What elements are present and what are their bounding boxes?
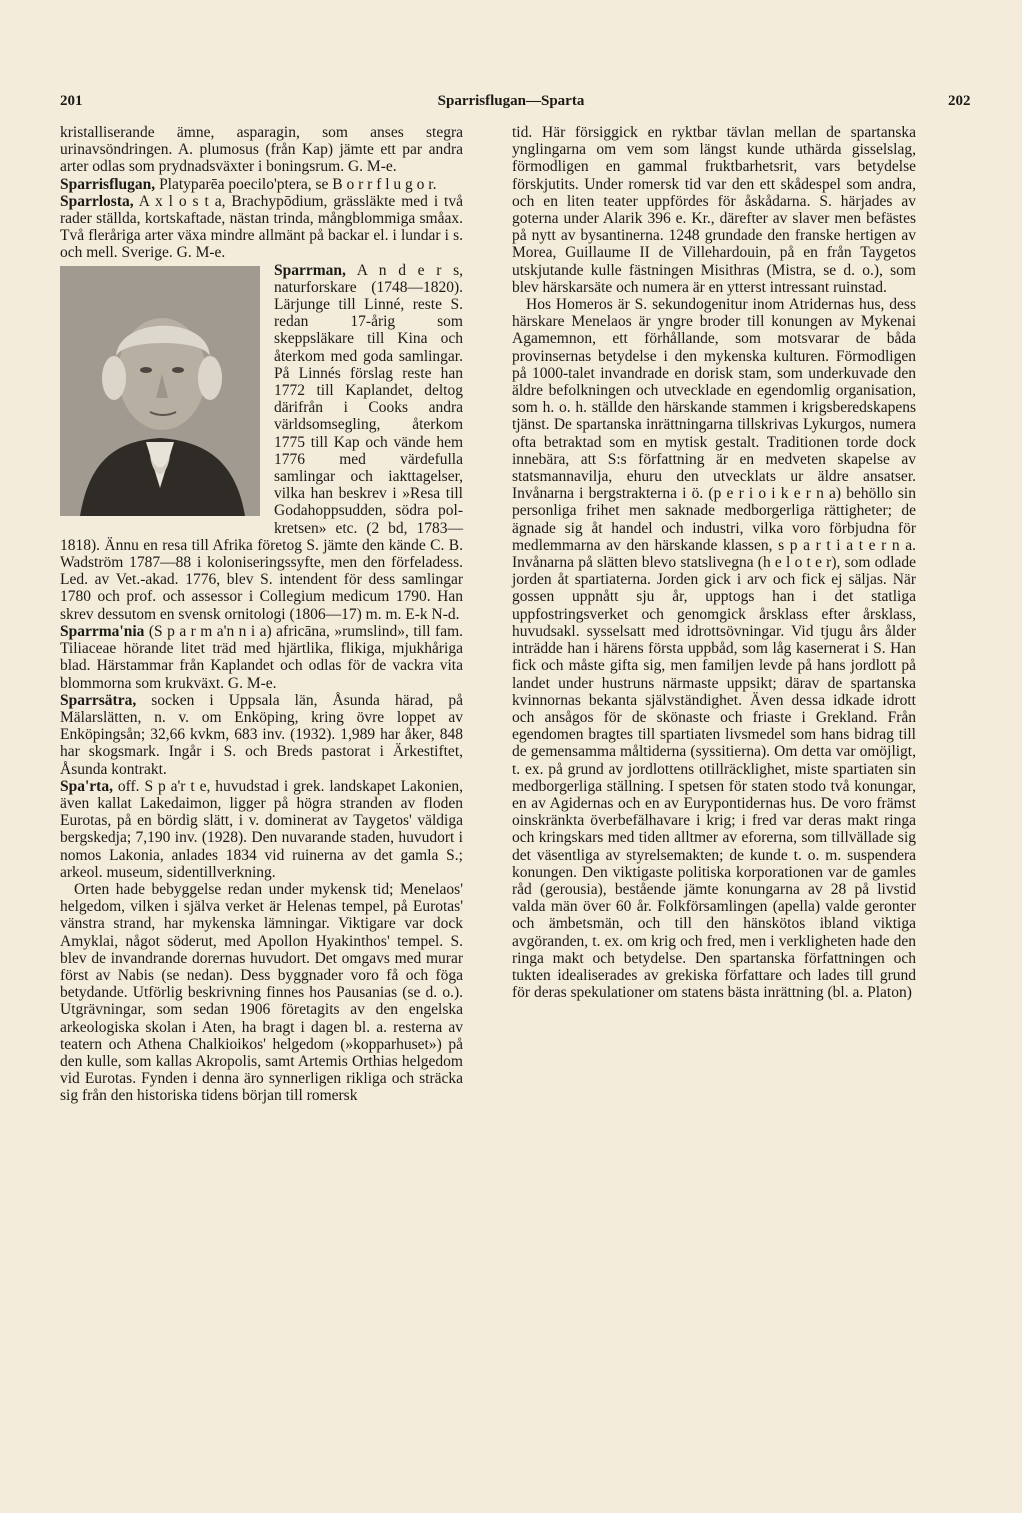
- entry-sparrman: Sparrman, A n d e r s, naturforskare (1748—1820). Lärjunge till Linné, reste S. redan 17-årig som skeppsläkare till Kina och återkom med goda samlingar. På Linnés förslag reste han 1772 till Kaplandet, deltog därifrån i Cooks andra världsomsegling, återkom 1775 till Kap och vände hem 1776 med värdefulla samlingar och iakttagelser, vilka han beskrev i »Resa till Godahoppsudden, södra pol-kretsen» etc. (2 bd, 1783—1818). Ännu en resa till Afrika företog S. jämte den kände C. B. Wadström 1787—88 i koloniseringssyfte, men den förfeladess. Led. av Vet.-akad. 1776, blev S. intendent för dess samlingar 1780 och prof. och assessor i Collegium medicum 1790. Han skrev dessutom en svensk ornitologi (1806—17) m. m. E-k N-d.: [60, 261, 463, 623]
- left-page-number: 201: [60, 93, 83, 109]
- portrait-sparrman: [60, 266, 266, 528]
- entry-sparrlosta: Sparrlosta, A x l o s t a, Brachypōdium, grässläkte med i två rader ställda, kortskaftade, nästan trinda, mångblommiga småax. Två fleråriga arter växa mindre allmänt på backar el. i lundar i s. och mell. Sverige. G. M-e.: [60, 192, 463, 262]
- right-page-number: 202: [948, 93, 971, 109]
- entry-sparrisflugan: Sparrisflugan, Platyparēa poecilo'ptera, se B o r r f l u g o r.: [60, 175, 437, 193]
- right-column: [512, 124, 916, 1001]
- entry-asparagin: kristalliserande ämne, asparagin, som anses stegra urinavsöndringen. A. plumosus (från Kap) jämte ett par andra arter odlas som prydnadsväxter i boningsrum. G. M-e.: [60, 124, 463, 176]
- entry-headword: Sparrma'nia: [60, 622, 145, 640]
- entry-headword: Sparrman,: [274, 261, 346, 279]
- entry-headword: Sparrisflugan,: [60, 175, 156, 193]
- entry-headword: Sparrsätra,: [60, 691, 137, 709]
- portrait-image: [60, 266, 260, 516]
- paragraph-sparta-history: Orten hade bebyggelse redan under mykensk tid; Menelaos' helgedom, vilken i själva verket är Helenas tempel, på Eurotas' vänstra strand, har mykenska lämningar. Viktigare var dock Amyklai, något söderut, med Apollon Hyakinthos' tempel. S. blev de invandrande dorernas huvudort. Det omgavs med murar först av Nabis (se nedan). Dess byggnader voro få och föga betydande. Utförlig beskrivning finnes hos Pausanias (se d. o.). Utgrävningar, som sedan 1906 företagits av den engelska arkeologiska skolan i Aten, ha bragt i dagen bl. a. resterna av teatern och Athena Chalkioikos' helgedom (»kopparhuset») på den kulle, som kallas Akropolis, samt Artemis Orthias helgedom vid Eurotas. Fynden i denna äro synnerligen rikliga och sträcka sig från den historiska tidens början till romersk: [60, 880, 463, 1105]
- entry-sparrmania: Sparrma'nia (S p a r m a'n n i a) africāna, »rumslind», till fam. Tiliaceae hörande litet träd med hjärtlika, flikiga, mjukhåriga blad. Härstammar från Kaplandet och odlas för de vackra vita blommorna som krukväxt. G. M-e.: [60, 622, 463, 692]
- paragraph-sparta-continued: tid. Här försiggick en ryktbar tävlan mellan de spartanska ynglingarna om vem som längst kunde uthärda gisselslag, förmodligen en gammal fruktbarhetsrit, vars betydelse förskjutits. Under romersk tid var den ett skådespel som andra, och en liten teater uppfördes för åskådarna. S. härjades av goterna under Alarik 396 e. Kr., därefter av slaver men befästes på nytt av bysantinerna. 1248 grundade den franske hertigen av Morea, Guillaume II de Villehardouin, på en från Taygetos utskjutande kulle fästningen Misithras (Mistra, se d. o.), som blev härskarsäte och numera är en ytterst intressant ruinstad.: [512, 124, 916, 296]
- entry-headword: Spa'rta,: [60, 777, 113, 795]
- entry-headword: Sparrlosta,: [60, 192, 134, 210]
- entry-sparta: Spa'rta, off. S p a'r t e, huvudstad i grek. landskapet Lakonien, även kallat Lakedaimon, ligger på högra stranden av floden Eurotas, på en bördig slätt, i v. dominerat av Taygetos' väldiga bergskedja; 7,190 inv. (1928). Den nuvarande staden, huvudort i nomos Lakonia, anlades 1834 vid ruinerna av det gamla S.; arkeol. museum, sidentillverkning.: [60, 777, 463, 881]
- paragraph-sparta-constitution: Hos Homeros är S. sekundogenitur inom Atridernas hus, dess härskare Menelaos är yngre broder till konungen av Mykenai Agamemnon, ett förhållande, som motsvarar de båda provinsernas betydelse i den mykenska kulturen. Förmodligen på 1000-talet invandrade en dorisk stam, som underkuvade den äldre befolkningen och utvecklade en egendomlig organisation, som h. o. h. ställde den härskande stammen i krigsberedskapens tjänst. De spartanska inrättningarna tillskrivas Lykurgos, numera ofta betraktad som en mytisk gestalt. Traditionen torde dock innebära, att S:s författning är en medveten skapelse av statsmannavilja, ehuru den utvecklats ur äldre ansatser. Invånarna i bergstrakterna i ö. (p e r i o i k e r n a) behöllo sin personliga frihet men saknade medborgerliga rättigheter; de ägnade sig åt handel och industri, vilka voro förbjudna för medlemmarna av den härskande klassen, s p a r t i a t e r n a. Invånarna på slätten blevo statslivegna (h e l o t e r), som odlade jorden åt spartiaterna. Jorden gick i arv och fick ej säljas. När gossen uppnått sju år, upptogs han i det statliga uppfostringsverket och genomgick årsklass efter årsklass, huvudsakl. sysselsatt med idrottsövningar. Vid tjugu års ålder inträdde han i härens första uppbåd, som låg kasernerat i S. Han fick och måste gifta sig, men familjen levde på hans jordlott på landet under hustruns närmaste uppsikt; därav de spartanska kvinnornas bekanta självständighet. Även dessa idkade idrott och ansågos för de skönaste och friaste i Grekland. Från egendomen bragtes till spartiaten livsmedel som hans bidrag till de gemensamma måltiderna (syssitierna). Om detta var omöjligt, t. ex. på grund av jordlottens otillräcklighet, miste spartiaten sin medborgerliga ställning. I spetsen för staten stodo två konungar, en av Agidernas och en av Eurypontidernas hus. De voro främst oinskränkta överbefälhavare i krig; i fred var deras makt ringa och kringskars med tiden alltmer av eforerna, som tillvällade sig det väsentliga av styrelsemakten; de kunde t. o. m. suspendera konungen. Den viktigaste politiska korporationen var de gamles råd (gerousia), bestående jämte konungarna av 28 på livstid valda män över 60 år. Folkförsamlingen (apella) valde geronter och ämbetsmän, och till den hänskötos ibland viktiga avgöranden, t. ex. om krig och fred, men i verkligheten hade den ringa makt och betydelse. Den spartanska författningen och tukten idealiserades av grekiska författare och lades till grund för deras spekulationer om statens bästa inrättning (bl. a. Platon): [512, 296, 916, 1002]
- entry-sparrsatra: Sparrsätra, socken i Uppsala län, Åsunda härad, på Mälarslätten, n. v. om Enköping, kring övre loppet av Enköpingsån; 32,66 kvkm, 683 inv. (1932). 1,989 har åker, 848 har skogsmark. Ingår i S. och Breds pastorat i Ärkestiftet, Åsunda kontrakt.: [60, 691, 463, 778]
- page-header: [0, 93, 1022, 115]
- running-title: Sparrisflugan—Sparta: [437, 93, 585, 109]
- left-column: [60, 124, 463, 1105]
